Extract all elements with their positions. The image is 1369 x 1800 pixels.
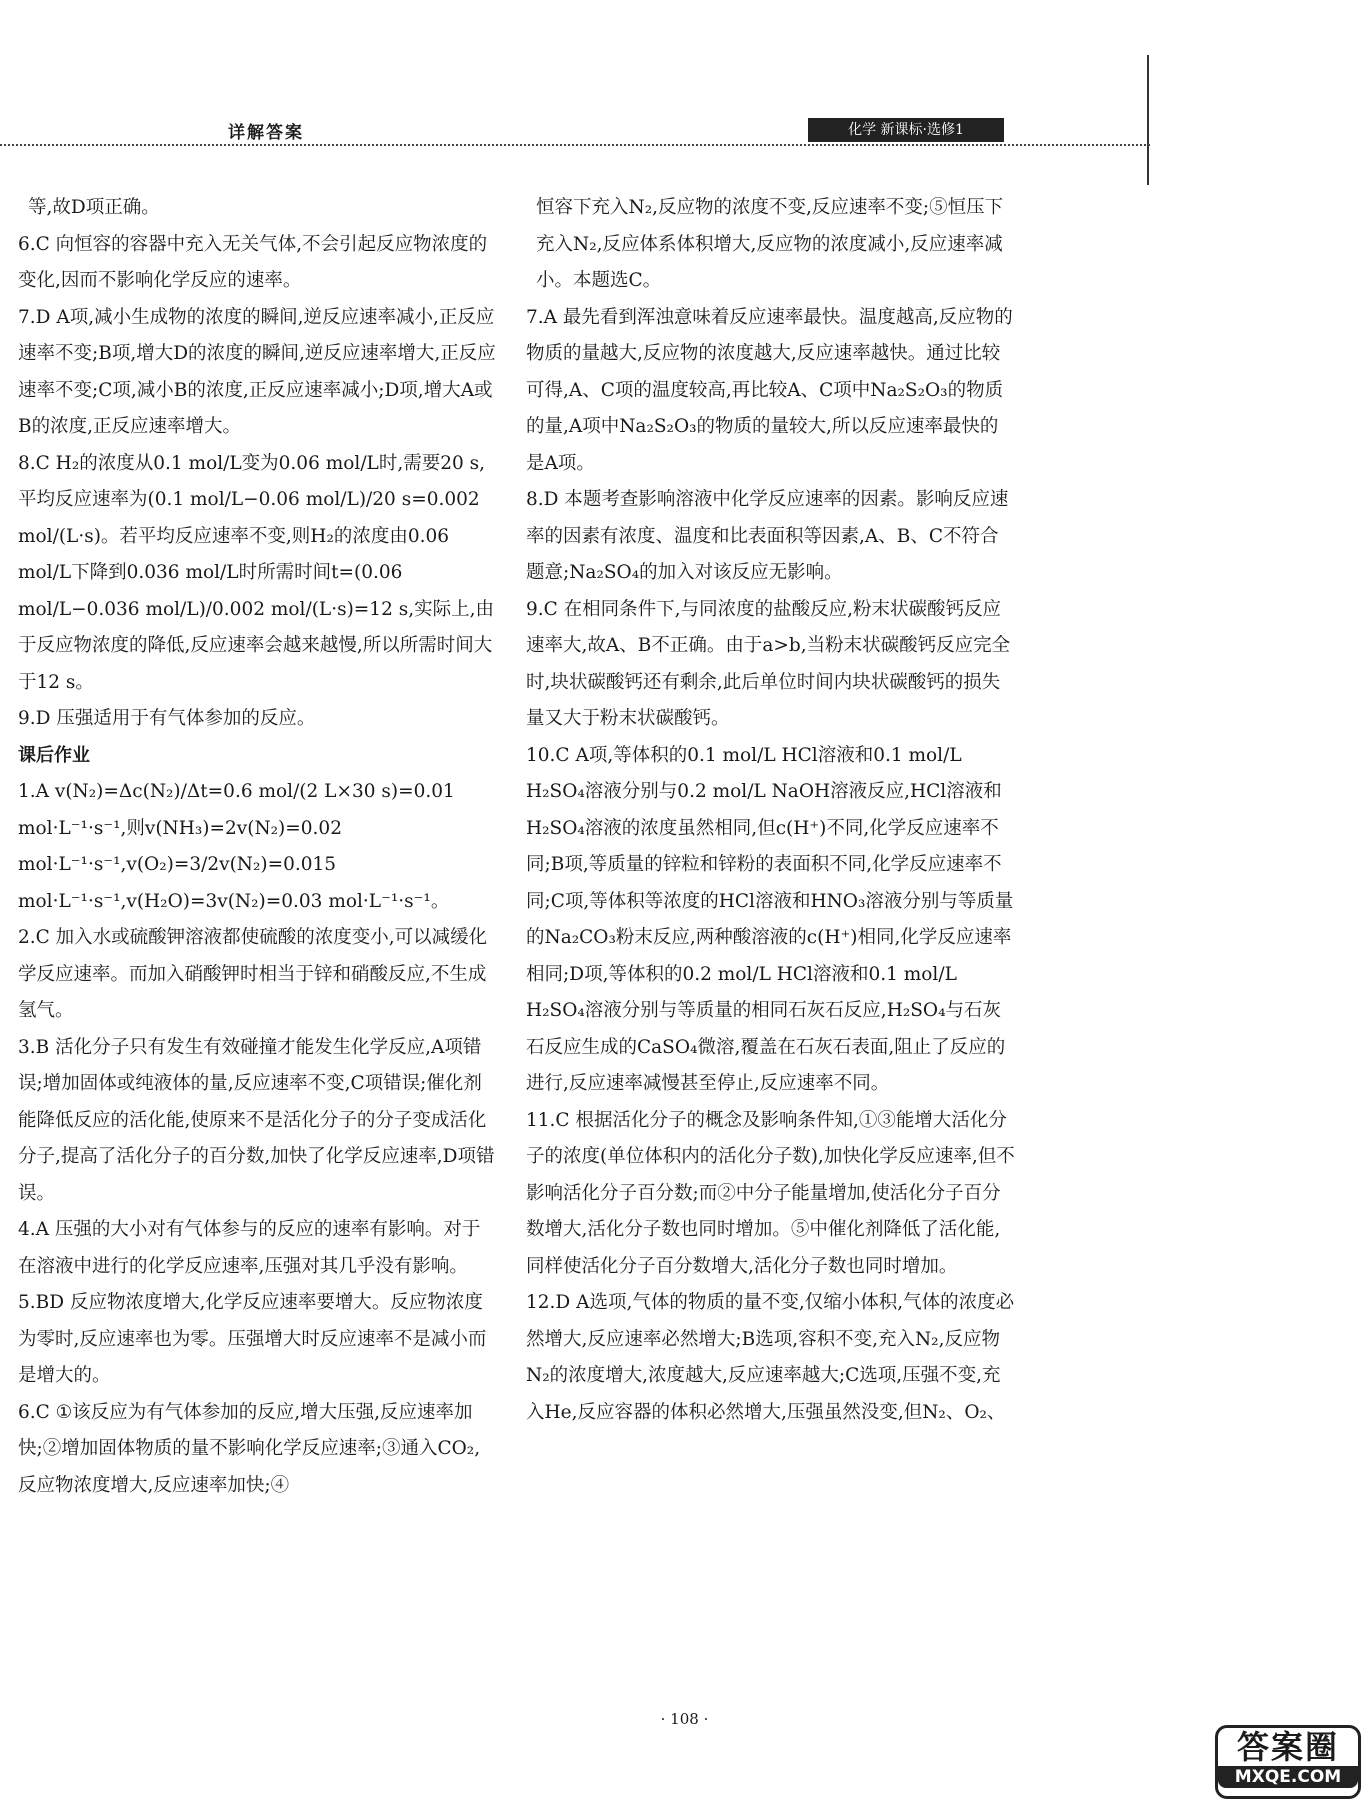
header-badge: 化学 新课标·选修1 <box>808 118 1004 142</box>
answer-paragraph: 8.D 本题考查影响溶液中化学反应速率的因素。影响反应速率的因素有浓度、温度和比表面积等因素,A、B、C不符合题意;Na₂SO₄的加入对该反应无影响。 <box>526 489 1009 583</box>
answer-paragraph: 4.A 压强的大小对有气体参与的反应的速率有影响。对于在溶液中进行的化学反应速率,压强对其几乎没有影响。 <box>18 1219 481 1277</box>
section-title: 课后作业 <box>18 744 90 766</box>
header-title: 详解答案 <box>228 123 304 143</box>
answer-paragraph: 9.D 压强适用于有气体参加的反应。 <box>18 708 316 729</box>
watermark-text: 答案圈 <box>1236 1728 1339 1766</box>
answer-paragraph: 等,故D项正确。 <box>28 197 160 218</box>
answer-paragraph: 2.C 加入水或硫酸钾溶液都使硫酸的浓度变小,可以减缓化学反应速率。而加入硝酸钾时相当于锌和硝酸反应,不生成氢气。 <box>18 927 488 1021</box>
answer-paragraph: 6.C 向恒容的容器中充入无关气体,不会引起反应物浓度的变化,因而不影响化学反应的速率。 <box>18 233 488 291</box>
answer-paragraph: 3.B 活化分子只有发生有效碰撞才能发生化学反应,A项错误;增加固体或纯液体的量,反应速率不变,C项错误;催化剂能降低反应的活化能,使原来不是活化分子的分子变成活化分子,提高了活化分子的百分数,加快了化学反应速率,D项错误。 <box>18 1036 495 1204</box>
answer-paragraph: 7.D A项,减小生成物的浓度的瞬间,逆反应速率减小,正反应速率不变;B项,增大D的浓度的瞬间,逆反应速率增大,正反应速率不变;C项,减小B的浓度,正反应速率减小;D项,增大A或B的浓度,正反应速率增大。 <box>18 306 496 437</box>
answer-paragraph: 1.A v(N₂)=Δc(N₂)/Δt=0.6 mol/(2 L×30 s)=0.01 mol·L⁻¹·s⁻¹,则v(NH₃)=2v(N₂)=0.02 mol·L⁻¹·s⁻¹,v(O₂)=3/2v(N₂)=0.015 mol·L⁻¹·s⁻¹,v(H₂O)=3v(N₂)=0.03 mol·L⁻¹·s⁻¹。 <box>18 781 455 912</box>
answer-paragraph: 12.D A选项,气体的物质的量不变,仅缩小体积,气体的浓度必然增大,反应速率必然增大;B选项,容积不变,充入N₂,反应物N₂的浓度增大,浓度越大,反应速率越大;C选项,压强不变,充入He,反应容器的体积必然增大,压强虽然没变,但N₂、O₂、 <box>526 1292 1015 1423</box>
header-vertical-rule <box>1147 55 1149 185</box>
left-column <box>18 190 498 1504</box>
answer-paragraph: 8.C H₂的浓度从0.1 mol/L变为0.06 mol/L时,需要20 s,平均反应速率为(0.1 mol/L−0.06 mol/L)/20 s=0.002 mol/(L·s)。若平均反应速率不变,则H₂的浓度由0.06 mol/L下降到0.036 mol/L时所需时间t=(0.06 mol/L−0.036 mol/L)/0.002 mol/(L·s)=12 s,实际上,由于反应物浓度的降低,反应速率会越来越慢,所以所需时间大于12 s。 <box>18 452 494 693</box>
answer-paragraph: 10.C A项,等体积的0.1 mol/L HCl溶液和0.1 mol/L H₂SO₄溶液分别与0.2 mol/L NaOH溶液反应,HCl溶液和H₂SO₄溶液的浓度虽然相同,但c(H⁺)不同,化学反应速率不同;B项,等质量的锌粒和锌粉的表面积不同,化学反应速率不同;C项,等体积等浓度的HCl溶液和HNO₃溶液分别与等质量的Na₂CO₃粉末反应,两种酸溶液的c(H⁺)相同,化学反应速率相同;D项,等体积的0.2 mol/L HCl溶液和0.1 mol/L H₂SO₄溶液分别与等质量的相同石灰石反应,H₂SO₄与石灰石反应生成的CaSO₄微溶,覆盖在石灰石表面,阻止了反应的进行,反应速率减慢甚至停止,反应速率不同。 <box>526 744 1014 1094</box>
header-divider <box>0 144 1150 146</box>
answer-paragraph: 6.C ①该反应为有气体参加的反应,增大压强,反应速率加快;②增加固体物质的量不影响化学反应速率;③通入CO₂,反应物浓度增大,反应速率加快;④ <box>18 1401 481 1496</box>
answer-paragraph: 9.C 在相同条件下,与同浓度的盐酸反应,粉末状碳酸钙反应速率大,故A、B不正确。由于a>b,当粉末状碳酸钙反应完全时,块状碳酸钙还有剩余,此后单位时间内块状碳酸钙的损失量又大于粉末状碳酸钙。 <box>526 598 1011 729</box>
answer-paragraph: 5.BD 反应物浓度增大,化学反应速率要增大。反应物浓度为零时,反应速率也为零。压强增大时反应速率不是减小而是增大的。 <box>18 1292 487 1386</box>
watermark-logo <box>1215 1725 1361 1799</box>
right-column <box>526 190 1016 1431</box>
page-number: · 108 · <box>660 1710 709 1728</box>
watermark-url: MXQE.COM <box>1218 1766 1358 1788</box>
answer-paragraph: 11.C 根据活化分子的概念及影响条件知,①③能增大活化分子的浓度(单位体积内的活化分子数),加快化学反应速率,但不影响活化分子百分数;而②中分子能量增加,使活化分子百分数增大,活化分子数也同时增加。⑤中催化剂降低了活化能,同样使活化分子百分数增大,活化分子数也同时增加。 <box>526 1109 1015 1277</box>
answer-paragraph: 恒容下充入N₂,反应物的浓度不变,反应速率不变;⑤恒压下充入N₂,反应体系体积增大,反应物的浓度减小,反应速率减小。本题选C。 <box>536 197 1004 291</box>
answer-paragraph: 7.A 最先看到浑浊意味着反应速率最快。温度越高,反应物的物质的量越大,反应物的浓度越大,反应速率越快。通过比较可得,A、C项的温度较高,再比较A、C项中Na₂S₂O₃的物质的量,A项中Na₂S₂O₃的物质的量较大,所以反应速率最快的是A项。 <box>526 306 1013 474</box>
